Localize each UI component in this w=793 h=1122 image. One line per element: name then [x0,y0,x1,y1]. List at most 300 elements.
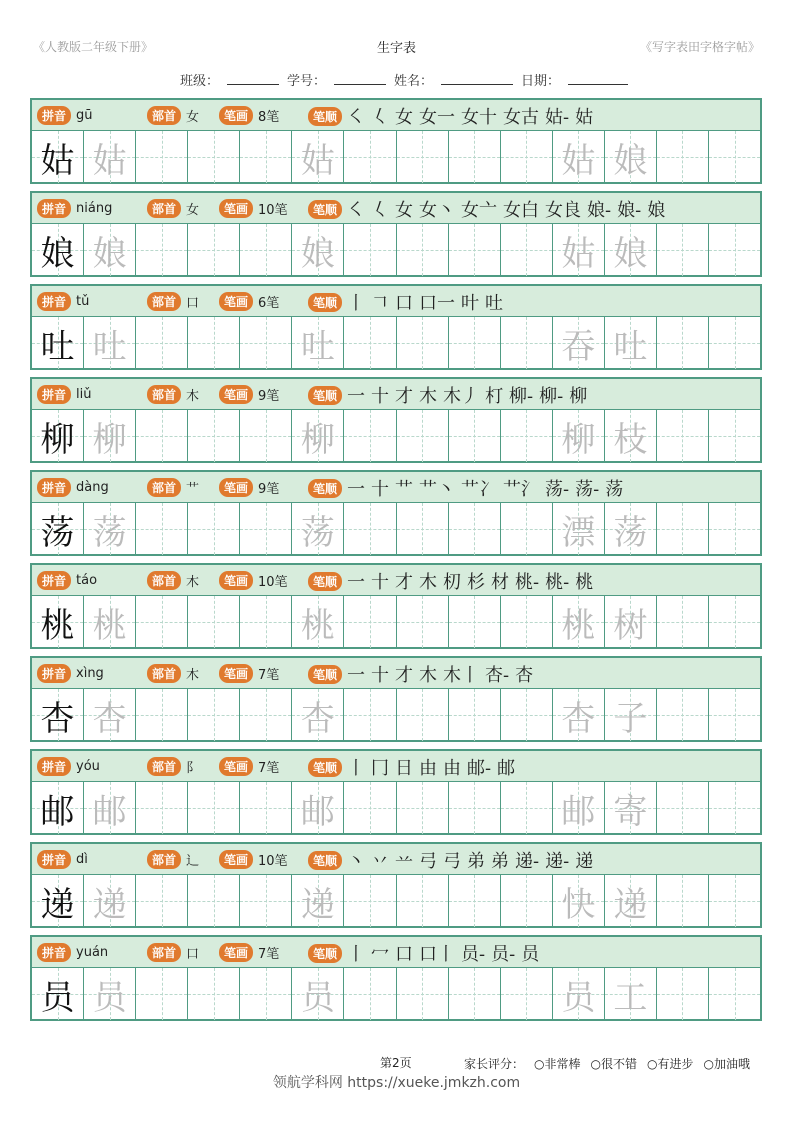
stroke-count-tag: 笔画 [219,757,253,776]
stroke-step: 娘- [617,200,642,221]
rating-option[interactable]: ○非常棒 [534,1057,581,1071]
trace-character: 工 [613,977,648,1018]
radical-tag: 部首 [147,292,181,311]
stroke-step: 䒑 [395,851,414,872]
practice-cell[interactable] [84,410,136,462]
stroke-step: 吐 [485,293,504,314]
stroke-step: 荡- [575,479,600,500]
practice-cell[interactable] [449,782,501,834]
stroke-step: 姑 [575,107,594,128]
practice-cell[interactable] [240,224,292,276]
stroke-order [347,103,593,129]
radical: 口 [186,296,200,311]
stroke-order-tag: 笔顺 [308,107,342,126]
date-label: 日期： [521,74,561,89]
stroke-count: 9笔 [258,482,280,497]
practice-cell[interactable] [449,224,501,276]
practice-cell[interactable] [240,596,292,648]
stroke-step: 女 [395,107,414,128]
rating-option[interactable]: ○加油哦 [703,1057,750,1071]
trace-character: 柳 [92,419,127,460]
trace-character: 子 [613,698,648,739]
practice-cell[interactable] [657,131,709,183]
site-url: 领航学科网 https://xueke.jmkzh.com [272,1075,521,1091]
practice-cell[interactable] [449,689,501,741]
stroke-order [347,568,593,594]
trace-character: 递 [92,884,127,925]
practice-cell[interactable] [501,410,553,462]
practice-cell[interactable] [553,410,605,462]
practice-cell[interactable] [657,782,709,834]
stroke-step: 女丶 [419,200,456,221]
practice-cell[interactable] [657,875,709,927]
stroke-step: 女古 [503,107,540,128]
practice-cell[interactable] [292,968,344,1020]
practice-cell[interactable] [449,317,501,369]
stroke-order-tag: 笔顺 [308,758,342,777]
stroke-step: 荡- [545,479,570,500]
practice-cell[interactable] [344,968,396,1020]
practice-cell[interactable] [84,596,136,648]
stroke-step: 丨 [347,758,366,779]
practice-cell[interactable] [709,503,760,555]
pinyin-tag: 拼音 [37,199,71,218]
practice-cell[interactable] [188,131,240,183]
radical: 女 [186,110,200,125]
stroke-step: 艹丶 [419,479,456,500]
radical-tag: 部首 [147,199,181,218]
practice-cell[interactable] [501,875,553,927]
practice-cell[interactable] [292,317,344,369]
practice-cell[interactable] [344,131,396,183]
practice-cell[interactable] [709,968,760,1020]
trace-character: 树 [613,605,648,646]
practice-cell[interactable] [240,689,292,741]
stroke-count: 6笔 [258,296,280,311]
model-character [32,596,84,648]
stroke-count: 7笔 [258,947,280,962]
stroke-step: 丨 [347,293,366,314]
stroke-order [347,847,593,873]
stroke-order [347,289,503,315]
practice-cell[interactable] [344,503,396,555]
practice-cell[interactable] [605,875,657,927]
practice-cell[interactable] [136,410,188,462]
stroke-step: 一 [347,386,366,407]
trace-character: 杏 [300,698,335,739]
practice-cell[interactable] [397,131,449,183]
practice-cell[interactable] [292,596,344,648]
practice-cell[interactable] [344,689,396,741]
stroke-step: 才 [395,572,414,593]
trace-character: 吐 [40,326,75,367]
radical: 艹 [186,482,200,497]
practice-cell[interactable] [501,131,553,183]
rating-option[interactable]: ○有进步 [646,1057,694,1071]
practice-cell[interactable] [657,689,709,741]
stroke-order [347,196,665,222]
stroke-step: 邮 [497,758,516,779]
stroke-step: 木丨 [443,665,480,686]
practice-cell[interactable] [344,782,396,834]
practice-cell[interactable] [553,782,605,834]
practice-cell[interactable] [397,875,449,927]
practice-cell[interactable] [188,875,240,927]
practice-cell[interactable] [188,689,240,741]
practice-cell[interactable] [397,317,449,369]
practice-cell[interactable] [605,131,657,183]
student-info [180,70,628,89]
stroke-step: 𡿨 [371,107,390,128]
practice-cell[interactable] [709,410,760,462]
stroke-step: 丶 [347,851,366,872]
trace-character: 吐 [92,326,127,367]
practice-cell[interactable] [84,503,136,555]
practice-cell[interactable] [240,875,292,927]
stroke-step: 材 [491,572,510,593]
practice-cell[interactable] [553,689,605,741]
practice-cell[interactable] [292,503,344,555]
pinyin: niáng [76,201,113,216]
header-right: 《写字表田字格字帖》 [639,40,760,54]
radical-tag: 部首 [147,385,181,404]
info-bar [32,751,760,782]
practice-cell[interactable] [605,503,657,555]
practice-cell[interactable] [240,131,292,183]
stroke-step: 口 [395,293,414,314]
stroke-step: 冂 [371,758,390,779]
trace-character: 杏 [561,698,596,739]
character-block [30,842,762,928]
info-bar [32,844,760,875]
practice-cell[interactable] [553,131,605,183]
trace-character: 姑 [40,140,75,181]
stroke-order [347,661,533,687]
stroke-order-tag: 笔顺 [308,293,342,312]
stroke-step: ㇛ [347,200,366,221]
practice-cell[interactable] [657,410,709,462]
practice-cell[interactable] [292,224,344,276]
practice-cell[interactable] [553,968,605,1020]
stroke-step: 丷 [371,851,390,872]
practice-cell[interactable] [449,410,501,462]
stroke-order [347,475,623,501]
practice-cell[interactable] [84,968,136,1020]
practice-cell[interactable] [292,689,344,741]
stroke-step: 员- [491,944,516,965]
practice-cell[interactable] [449,875,501,927]
character-block [30,191,762,277]
practice-cell[interactable] [344,224,396,276]
practice-grid [32,596,760,648]
trace-character: 娘 [613,140,648,181]
trace-character: 漂 [561,512,596,553]
practice-cell[interactable] [657,968,709,1020]
stroke-count-tag: 笔画 [219,385,253,404]
stroke-step: 口 [395,944,414,965]
trace-character: 员 [92,977,127,1018]
trace-character: 荡 [613,512,648,553]
practice-cell[interactable] [397,782,449,834]
radical-tag: 部首 [147,757,181,776]
practice-cell[interactable] [501,503,553,555]
info-bar [32,472,760,503]
info-bar [32,565,760,596]
pinyin-tag: 拼音 [37,850,71,869]
date-field[interactable] [568,70,628,85]
stroke-step: 木 [419,572,438,593]
practice-cell[interactable] [501,317,553,369]
practice-cell[interactable] [188,968,240,1020]
practice-cell[interactable] [709,131,760,183]
practice-cell[interactable] [397,968,449,1020]
practice-grid [32,782,760,834]
stroke-step: 员- [461,944,486,965]
practice-cell[interactable] [657,596,709,648]
practice-cell[interactable] [240,503,292,555]
stroke-step: 女一 [419,107,456,128]
practice-cell[interactable] [292,410,344,462]
trace-character: 员 [40,977,75,1018]
practice-cell[interactable] [136,503,188,555]
practice-cell[interactable] [292,875,344,927]
stroke-count-tag: 笔画 [219,106,253,125]
practice-cell[interactable] [136,875,188,927]
stroke-step: 女亠 [461,200,498,221]
trace-character: 邮 [40,791,75,832]
practice-cell[interactable] [709,875,760,927]
practice-cell[interactable] [136,689,188,741]
pinyin: tǔ [76,294,90,309]
radical: 女 [186,203,200,218]
practice-cell[interactable] [188,410,240,462]
practice-cell[interactable] [292,782,344,834]
character-block [30,656,762,742]
trace-character: 姑 [561,140,596,181]
stroke-step: 柳 [569,386,588,407]
trace-character: 荡 [92,512,127,553]
stroke-step: 𠃍 [371,293,390,314]
stroke-step: 桃- [545,572,570,593]
practice-cell[interactable] [605,782,657,834]
practice-cell[interactable] [344,875,396,927]
name-label: 姓名： [394,74,434,89]
trace-character: 吐 [300,326,335,367]
stroke-step: 杏- [485,665,510,686]
practice-cell[interactable] [605,689,657,741]
stroke-step: 一 [347,572,366,593]
stroke-step: 姑- [545,107,570,128]
practice-cell[interactable] [553,596,605,648]
practice-cell[interactable] [84,875,136,927]
stroke-step: 弟 [467,851,486,872]
page-number: 第2页 [380,1056,412,1070]
name-field[interactable] [441,70,513,85]
parent-rating [464,1055,750,1072]
practice-cell[interactable] [397,503,449,555]
practice-grid [32,317,760,369]
radical-tag: 部首 [147,664,181,683]
pinyin: gū [76,108,93,123]
stroke-count-tag: 笔画 [219,571,253,590]
info-bar [32,379,760,410]
stroke-step: 员 [521,944,540,965]
practice-grid [32,410,760,462]
practice-grid [32,689,760,741]
practice-cell[interactable] [292,131,344,183]
practice-cell[interactable] [240,968,292,1020]
stroke-step: 递- [545,851,570,872]
practice-cell[interactable] [136,596,188,648]
practice-cell[interactable] [501,596,553,648]
model-character [32,782,84,834]
practice-cell[interactable] [657,224,709,276]
stroke-step: 朷 [443,572,462,593]
id-label: 学号： [287,74,327,89]
stroke-count-tag: 笔画 [219,478,253,497]
practice-cell[interactable] [188,317,240,369]
practice-cell[interactable] [84,131,136,183]
stroke-order-tag: 笔顺 [308,572,342,591]
practice-cell[interactable] [84,689,136,741]
stroke-step: 桃 [575,572,594,593]
practice-cell[interactable] [605,410,657,462]
stroke-step: 娘 [647,200,666,221]
trace-character: 递 [40,884,75,925]
practice-cell[interactable] [344,317,396,369]
practice-cell[interactable] [449,503,501,555]
practice-cell[interactable] [501,224,553,276]
practice-cell[interactable] [397,224,449,276]
practice-cell[interactable] [136,131,188,183]
stroke-step: 递- [515,851,540,872]
model-character [32,131,84,183]
stroke-count-tag: 笔画 [219,943,253,962]
practice-cell[interactable] [553,875,605,927]
stroke-step: 桃- [515,572,540,593]
practice-cell[interactable] [136,968,188,1020]
practice-grid [32,224,760,276]
header-left: 《人教版二年级下册》 [33,40,154,54]
stroke-step: 递 [575,851,594,872]
practice-cell[interactable] [449,131,501,183]
stroke-step: 十 [371,665,390,686]
stroke-step: 女白 [503,200,540,221]
practice-cell[interactable] [709,317,760,369]
practice-cell[interactable] [397,596,449,648]
trace-character: 桃 [92,605,127,646]
trace-character: 枝 [613,419,648,460]
trace-character: 邮 [92,791,127,832]
class-field[interactable] [227,70,279,85]
practice-cell[interactable] [344,410,396,462]
stroke-step: 才 [395,386,414,407]
pinyin: liǔ [76,387,92,402]
stroke-step: 木丿 [443,386,480,407]
trace-character: 寄 [613,791,648,832]
stroke-order [347,754,515,780]
pinyin-tag: 拼音 [37,571,71,590]
stroke-step: 艹氵 [503,479,540,500]
practice-cell[interactable] [136,224,188,276]
practice-cell[interactable] [136,317,188,369]
practice-cell[interactable] [709,782,760,834]
character-block [30,563,762,649]
rating-option[interactable]: ○很不错 [590,1057,637,1071]
practice-cell[interactable] [553,317,605,369]
model-character [32,875,84,927]
practice-grid [32,968,760,1020]
stroke-step: 弓 [419,851,438,872]
stroke-count: 10笔 [258,854,288,869]
practice-cell[interactable] [605,968,657,1020]
practice-cell[interactable] [709,596,760,648]
stroke-count: 9笔 [258,389,280,404]
practice-cell[interactable] [84,317,136,369]
pinyin-tag: 拼音 [37,478,71,497]
trace-character: 姑 [300,140,335,181]
info-bar [32,193,760,224]
trace-character: 桃 [300,605,335,646]
practice-cell[interactable] [657,503,709,555]
practice-cell[interactable] [397,689,449,741]
practice-cell[interactable] [449,968,501,1020]
stroke-step: 艹 [395,479,414,500]
practice-cell[interactable] [605,224,657,276]
practice-cell[interactable] [240,317,292,369]
practice-cell[interactable] [657,317,709,369]
practice-cell[interactable] [605,317,657,369]
stroke-step: 柳- [539,386,564,407]
stroke-step: 日 [395,758,414,779]
id-field[interactable] [334,70,386,85]
practice-cell[interactable] [240,410,292,462]
stroke-step: 一 [347,479,366,500]
trace-character: 递 [613,884,648,925]
stroke-order [347,940,539,966]
stroke-step: 女十 [461,107,498,128]
practice-cell[interactable] [84,782,136,834]
practice-cell[interactable] [344,596,396,648]
practice-cell[interactable] [136,782,188,834]
practice-cell[interactable] [188,224,240,276]
practice-cell[interactable] [188,782,240,834]
practice-cell[interactable] [501,968,553,1020]
practice-cell[interactable] [501,782,553,834]
stroke-step: 朾 [485,386,504,407]
radical: 阝 [186,761,200,776]
practice-cell[interactable] [709,224,760,276]
practice-cell[interactable] [84,224,136,276]
practice-cell[interactable] [188,596,240,648]
practice-cell[interactable] [709,689,760,741]
practice-cell[interactable] [240,782,292,834]
practice-cell[interactable] [605,596,657,648]
practice-cell[interactable] [553,503,605,555]
trace-character: 邮 [300,791,335,832]
trace-character: 荡 [40,512,75,553]
practice-cell[interactable] [449,596,501,648]
practice-cell[interactable] [501,689,553,741]
practice-cell[interactable] [553,224,605,276]
practice-cell[interactable] [188,503,240,555]
stroke-step: 一 [347,665,366,686]
practice-cell[interactable] [397,410,449,462]
pinyin: yóu [76,759,100,774]
stroke-order-tag: 笔顺 [308,386,342,405]
stroke-step: 口丨 [419,944,456,965]
trace-character: 邮 [561,791,596,832]
